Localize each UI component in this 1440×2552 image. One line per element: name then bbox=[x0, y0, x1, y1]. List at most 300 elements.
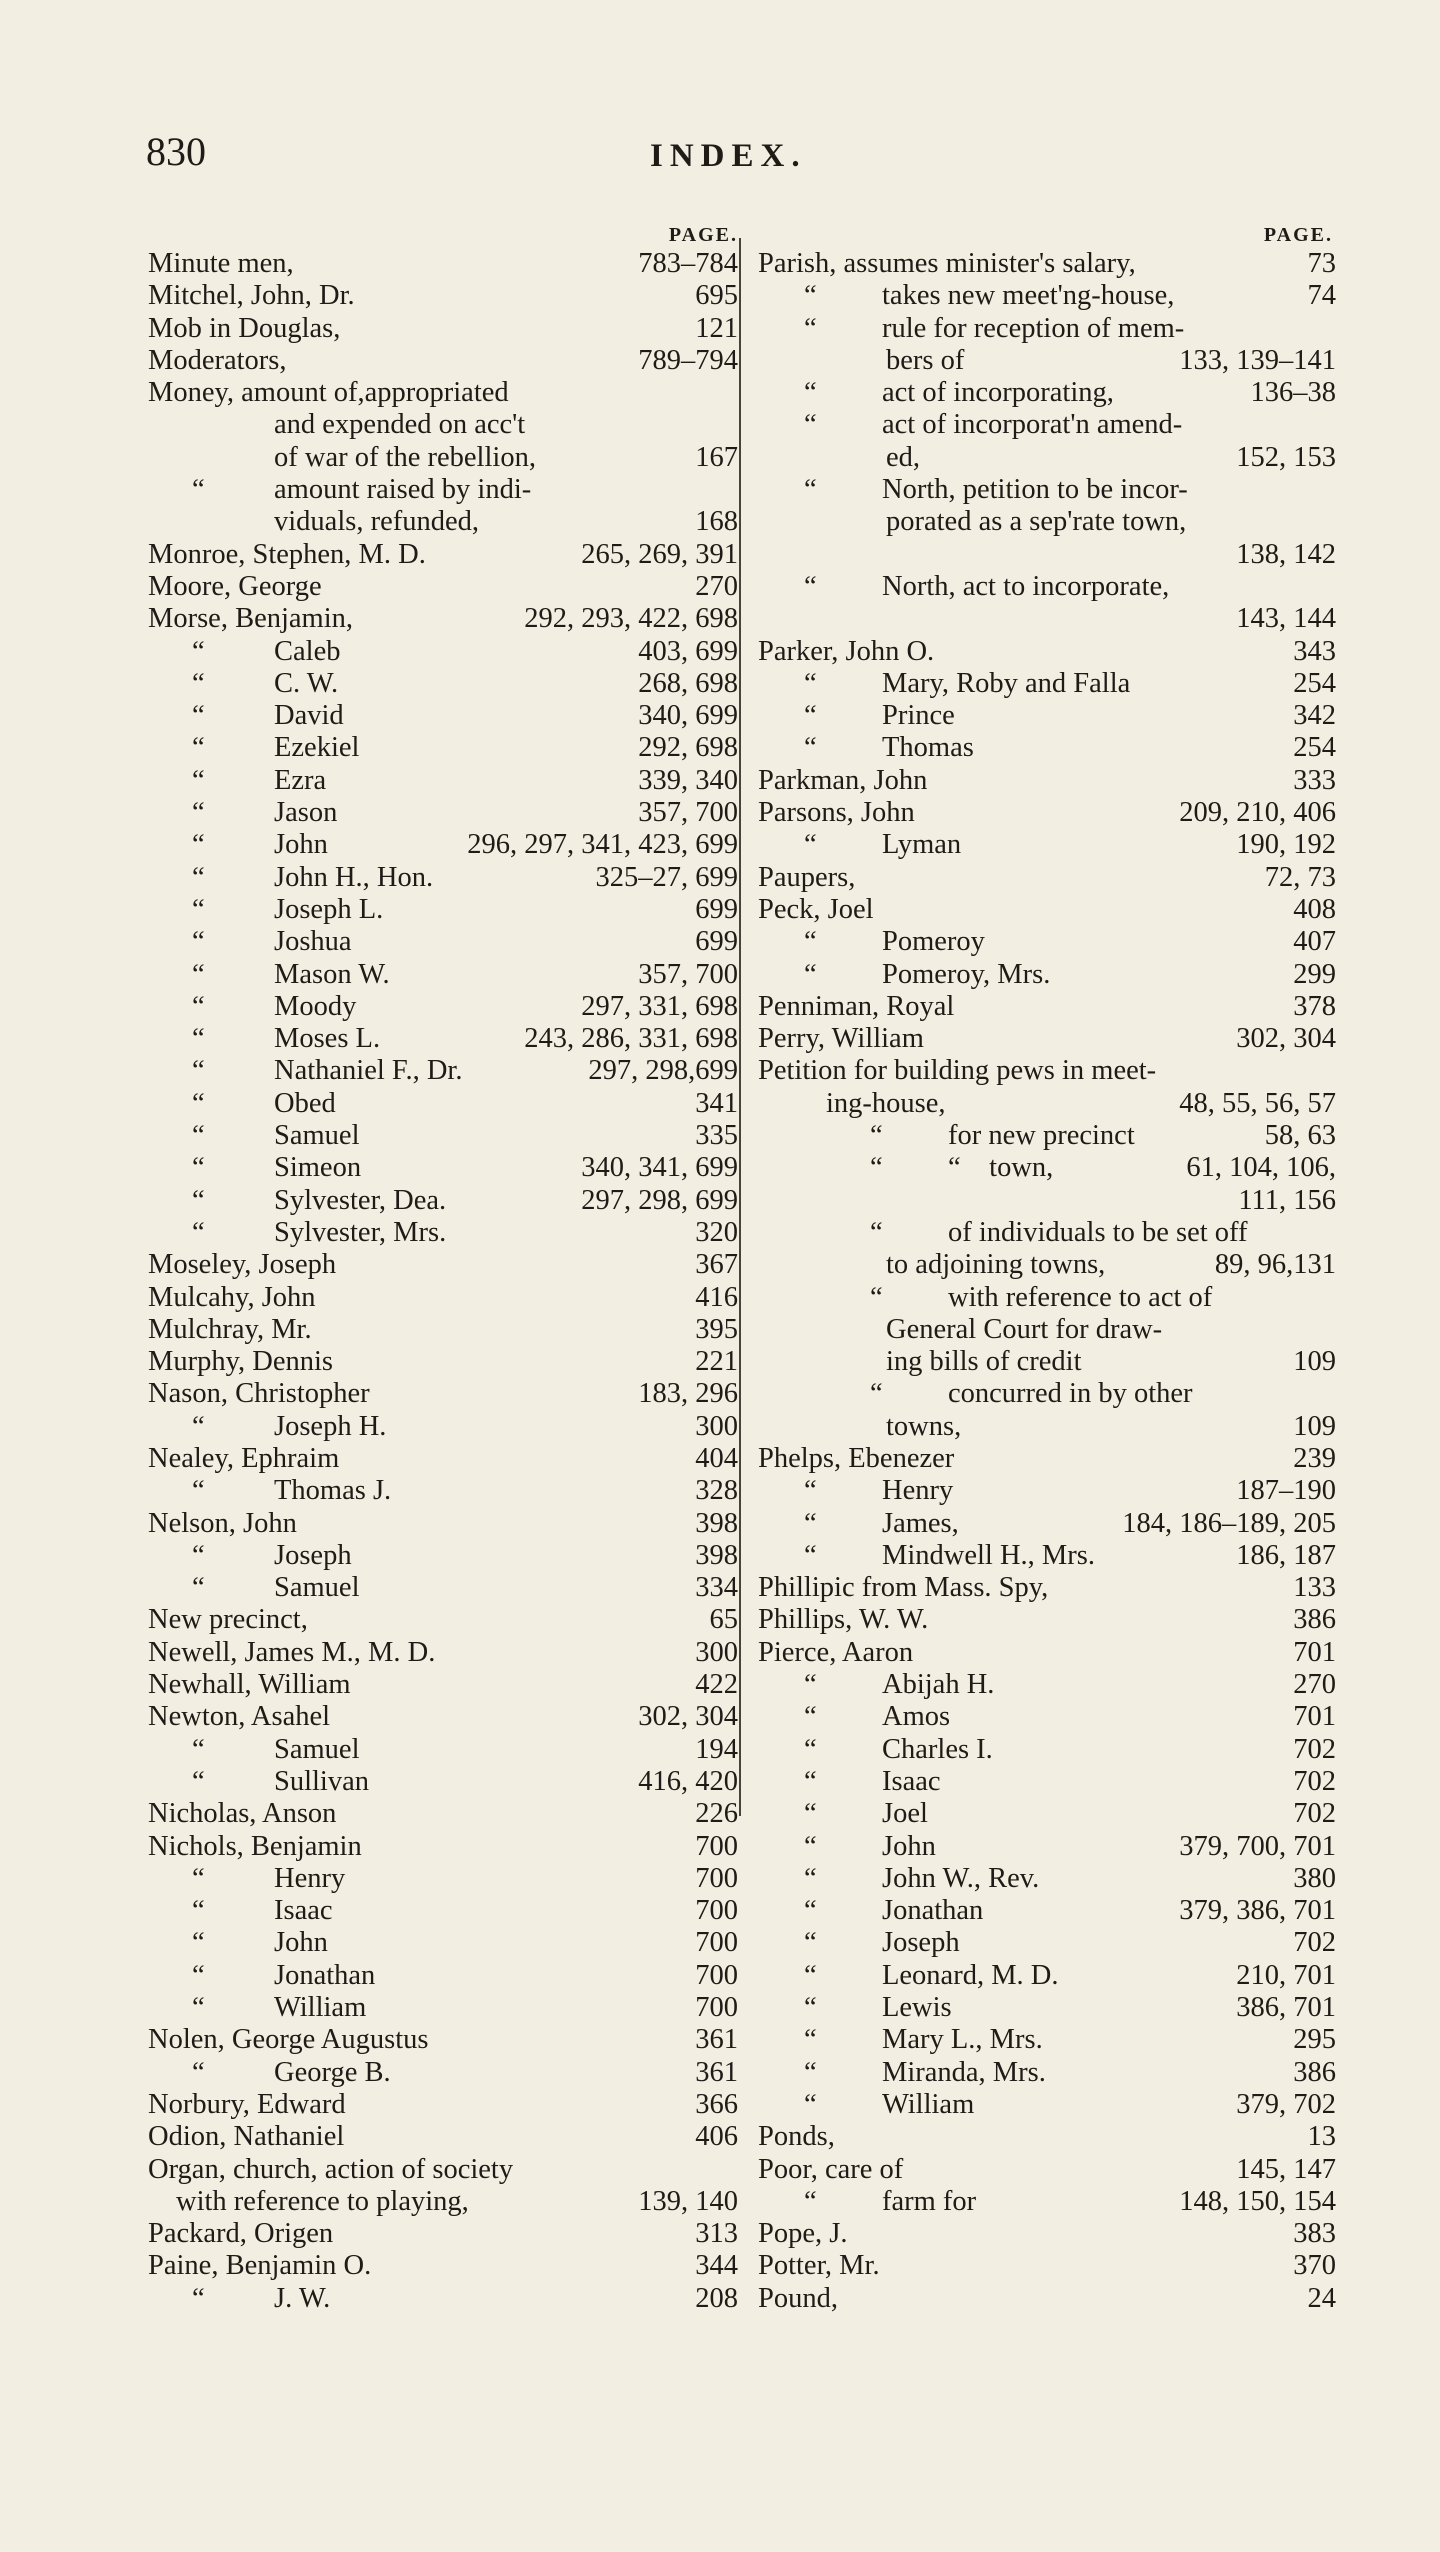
entry-heading: New precinct, bbox=[148, 1604, 308, 1636]
entry-heading: amount raised by indi- bbox=[274, 474, 532, 506]
index-entry bbox=[148, 1282, 738, 1314]
index-entry bbox=[758, 1249, 1336, 1281]
entry-pages: 139, 140 bbox=[638, 2185, 738, 2217]
entry-pages: 407 bbox=[1293, 926, 1336, 958]
index-entry bbox=[148, 506, 738, 538]
entry-text bbox=[758, 571, 1169, 603]
entry-text bbox=[148, 732, 359, 764]
entry-heading: Mitchel, John, Dr. bbox=[148, 280, 355, 312]
index-entry bbox=[148, 2057, 738, 2089]
entry-text bbox=[148, 1475, 391, 1507]
index-entry bbox=[148, 1701, 738, 1733]
index-entry bbox=[758, 1508, 1336, 1540]
entry-pages: 302, 304 bbox=[638, 1701, 738, 1733]
entry-heading: Newton, Asahel bbox=[148, 1701, 331, 1733]
entry-heading: Ezra bbox=[274, 764, 327, 796]
ditto-mark: “ bbox=[804, 1959, 817, 1991]
entry-pages: 386, 701 bbox=[1236, 1992, 1336, 2024]
entry-heading: David bbox=[274, 700, 344, 732]
entry-heading: John bbox=[882, 1830, 936, 1862]
entry-pages: 133, 139–141 bbox=[1179, 344, 1336, 376]
ditto-mark: “ bbox=[192, 474, 205, 506]
index-entry bbox=[148, 539, 738, 571]
index-entry bbox=[148, 1217, 738, 1249]
entry-pages: 111, 156 bbox=[1238, 1184, 1336, 1216]
entry-text bbox=[758, 1023, 924, 1055]
entry-heading: Odion, Nathaniel bbox=[148, 2121, 345, 2153]
entry-pages: 184, 186–189, 205 bbox=[1122, 1507, 1336, 1539]
entry-text bbox=[148, 1508, 297, 1540]
entry-heading: Norbury, Edward bbox=[148, 2088, 346, 2120]
entry-text bbox=[758, 1669, 994, 1701]
ditto-mark: “ bbox=[192, 861, 205, 893]
entry-text bbox=[148, 442, 536, 474]
entry-heading: Thomas bbox=[882, 732, 974, 764]
entry-text bbox=[758, 1249, 1105, 1281]
entry-text bbox=[758, 1766, 941, 1798]
entry-text bbox=[148, 2089, 346, 2121]
entry-text bbox=[758, 636, 934, 668]
entry-heading: Sylvester, Mrs. bbox=[274, 1216, 447, 1248]
index-entry bbox=[148, 1055, 738, 1087]
ditto-mark: “ bbox=[192, 797, 205, 829]
entry-pages: 73 bbox=[1307, 248, 1336, 279]
entry-pages: 320 bbox=[695, 1216, 738, 1248]
index-entry bbox=[148, 1314, 738, 1346]
index-entry bbox=[758, 1185, 1336, 1217]
entry-pages: 379, 700, 701 bbox=[1179, 1830, 1336, 1862]
entry-heading: Nichols, Benjamin bbox=[148, 1830, 362, 1862]
entry-text bbox=[148, 1055, 462, 1087]
index-entry bbox=[758, 636, 1336, 668]
entry-pages: 226 bbox=[695, 1798, 738, 1830]
entry-text bbox=[758, 894, 874, 926]
entry-pages: 313 bbox=[695, 2218, 738, 2250]
entry-pages: 209, 210, 406 bbox=[1179, 797, 1336, 829]
index-entry bbox=[758, 1314, 1336, 1346]
index-entry bbox=[758, 1895, 1336, 1927]
entry-heading: Murphy, Dennis bbox=[148, 1346, 333, 1378]
entry-heading: Parish, assumes minister's salary, bbox=[758, 248, 1136, 279]
entry-heading: Henry bbox=[274, 1862, 346, 1894]
entry-heading: porated as a sep'rate town, bbox=[886, 506, 1187, 538]
entry-heading: Sylvester, Dea. bbox=[274, 1184, 447, 1216]
entry-pages: 325–27, 699 bbox=[595, 861, 738, 893]
entry-heading: Nelson, John bbox=[148, 1507, 297, 1539]
entry-heading: Joseph bbox=[274, 1539, 352, 1571]
index-entry bbox=[758, 2057, 1336, 2089]
ditto-mark: “ bbox=[804, 474, 817, 506]
index-entry bbox=[758, 1992, 1336, 2024]
index-entry bbox=[148, 959, 738, 991]
index-entry bbox=[148, 2154, 738, 2186]
entry-pages: 148, 150, 154 bbox=[1179, 2185, 1336, 2217]
entry-pages: 334 bbox=[695, 1572, 738, 1604]
index-entry bbox=[148, 1572, 738, 1604]
entry-pages: 379, 386, 701 bbox=[1179, 1895, 1336, 1927]
entry-heading: ing-house, bbox=[826, 1087, 946, 1119]
index-entry bbox=[148, 313, 738, 345]
index-entry bbox=[758, 1088, 1336, 1120]
entry-pages: 700 bbox=[695, 1992, 738, 2024]
entry-pages: 701 bbox=[1293, 1701, 1336, 1733]
ditto-mark: “ bbox=[192, 958, 205, 990]
entry-heading: Caleb bbox=[274, 635, 341, 667]
entry-heading: Paine, Benjamin O. bbox=[148, 2250, 372, 2282]
index-entry bbox=[758, 1604, 1336, 1636]
entry-pages: 395 bbox=[695, 1313, 738, 1345]
entry-text bbox=[758, 377, 1114, 409]
entry-text bbox=[148, 1088, 336, 1120]
entry-pages: 398 bbox=[695, 1539, 738, 1571]
entry-text bbox=[148, 2250, 371, 2282]
entry-pages: 416, 420 bbox=[638, 1765, 738, 1797]
index-entry bbox=[758, 2186, 1336, 2218]
entry-heading: Pierce, Aaron bbox=[758, 1636, 914, 1668]
index-entry bbox=[148, 1508, 738, 1540]
index-entry bbox=[758, 571, 1336, 603]
ditto-mark: “ bbox=[192, 893, 205, 925]
entry-heading: Moore, George bbox=[148, 570, 322, 602]
entry-text bbox=[758, 2024, 1043, 2056]
entry-pages: 370 bbox=[1293, 2250, 1336, 2282]
entry-heading: Jason bbox=[274, 797, 338, 829]
entry-text bbox=[148, 636, 340, 668]
index-entry bbox=[758, 539, 1336, 571]
ditto-mark: “ bbox=[804, 1765, 817, 1797]
entry-text bbox=[758, 1831, 936, 1863]
entry-text bbox=[148, 1669, 351, 1701]
entry-text bbox=[148, 862, 433, 894]
entry-text bbox=[758, 2218, 847, 2250]
entry-heading: Leonard, M. D. bbox=[882, 1959, 1059, 1991]
ditto-mark: “ bbox=[192, 1055, 205, 1087]
index-entry bbox=[148, 1637, 738, 1669]
ditto-mark: “ bbox=[192, 1959, 205, 1991]
index-entry bbox=[758, 2024, 1336, 2056]
entry-pages: 292, 698 bbox=[638, 732, 738, 764]
index-entry bbox=[148, 732, 738, 764]
index-entry bbox=[758, 1152, 1336, 1184]
index-entry bbox=[148, 1798, 738, 1830]
entry-text bbox=[758, 1508, 959, 1540]
entry-pages: 296, 297, 341, 423, 699 bbox=[467, 829, 738, 861]
entry-pages: 210, 701 bbox=[1236, 1959, 1336, 1991]
entry-heading: Abijah H. bbox=[882, 1669, 995, 1701]
entry-heading: Miranda, Mrs. bbox=[882, 2056, 1046, 2088]
entry-heading: John W., Rev. bbox=[882, 1862, 1040, 1894]
index-entry bbox=[758, 894, 1336, 926]
index-entry bbox=[758, 248, 1336, 280]
index-entry bbox=[148, 1604, 738, 1636]
entry-text bbox=[148, 539, 426, 571]
entry-text bbox=[148, 1152, 361, 1184]
ditto-mark: “ bbox=[804, 1830, 817, 1862]
index-entry bbox=[758, 700, 1336, 732]
index-entry bbox=[758, 1960, 1336, 1992]
entry-heading: George B. bbox=[274, 2056, 391, 2088]
entry-pages: 342 bbox=[1293, 700, 1336, 732]
ditto-mark: “ bbox=[804, 2088, 817, 2120]
entry-pages: 208 bbox=[695, 2282, 738, 2314]
entry-heading: “ town, bbox=[948, 1152, 1054, 1184]
entry-text bbox=[148, 991, 356, 1023]
index-entry bbox=[758, 442, 1336, 474]
entry-pages: 292, 293, 422, 698 bbox=[524, 603, 738, 635]
entry-heading: Henry bbox=[882, 1475, 954, 1507]
entry-heading: Nolen, George Augustus bbox=[148, 2024, 429, 2056]
ditto-mark: “ bbox=[192, 1765, 205, 1797]
entry-heading: Pomeroy bbox=[882, 926, 985, 958]
entry-heading: Phillipic from Mass. Spy, bbox=[758, 1572, 1049, 1604]
entry-heading: North, act to incorporate, bbox=[882, 570, 1170, 602]
entry-heading: Isaac bbox=[274, 1895, 333, 1927]
entry-pages: 295 bbox=[1293, 2024, 1336, 2056]
entry-pages: 221 bbox=[695, 1346, 738, 1378]
entry-pages: 168 bbox=[695, 506, 738, 538]
index-entry bbox=[758, 2154, 1336, 2186]
ditto-mark: “ bbox=[192, 1895, 205, 1927]
entry-text bbox=[758, 313, 1184, 345]
entry-pages: 297, 298,699 bbox=[588, 1055, 738, 1087]
entry-text bbox=[148, 1992, 366, 2024]
entry-text bbox=[758, 1604, 928, 1636]
index-entries-right bbox=[758, 248, 1336, 2315]
index-entry bbox=[148, 2089, 738, 2121]
ditto-mark: “ bbox=[192, 1927, 205, 1959]
page-number: 830 bbox=[146, 129, 206, 174]
entry-pages: 186, 187 bbox=[1236, 1539, 1336, 1571]
ditto-mark: “ bbox=[804, 1798, 817, 1830]
entry-text bbox=[148, 409, 525, 441]
entry-pages: 302, 304 bbox=[1236, 1023, 1336, 1055]
ditto-mark: “ bbox=[804, 926, 817, 958]
entry-pages: 194 bbox=[695, 1733, 738, 1765]
entry-heading: ed, bbox=[886, 441, 921, 473]
ditto-mark: “ bbox=[804, 280, 817, 312]
index-entry bbox=[148, 1960, 738, 1992]
entry-heading: Packard, Origen bbox=[148, 2218, 334, 2250]
entry-heading: C. W. bbox=[274, 667, 339, 699]
index-entry bbox=[758, 1734, 1336, 1766]
entry-heading: Pope, J. bbox=[758, 2218, 848, 2250]
entry-heading: of war of the rebellion, bbox=[274, 441, 536, 473]
entry-text bbox=[148, 506, 479, 538]
index-entry bbox=[758, 1378, 1336, 1410]
entry-heading: viduals, refunded, bbox=[274, 506, 479, 538]
index-entry bbox=[758, 668, 1336, 700]
index-entry bbox=[758, 1055, 1336, 1087]
index-entries-left bbox=[148, 248, 738, 2315]
ditto-mark: “ bbox=[192, 926, 205, 958]
ditto-mark: “ bbox=[804, 958, 817, 990]
entry-text bbox=[758, 1572, 1048, 1604]
entry-text bbox=[758, 797, 915, 829]
entry-heading: Nathaniel F., Dr. bbox=[274, 1055, 463, 1087]
entry-heading: Isaac bbox=[882, 1765, 941, 1797]
index-entry bbox=[758, 1282, 1336, 1314]
entry-pages: 366 bbox=[695, 2088, 738, 2120]
entry-text bbox=[148, 1411, 386, 1443]
ditto-mark: “ bbox=[192, 635, 205, 667]
entry-heading: Nealey, Ephraim bbox=[148, 1442, 340, 1474]
running-head: INDEX. bbox=[650, 138, 807, 174]
index-entry bbox=[758, 313, 1336, 345]
entry-pages: 143, 144 bbox=[1236, 603, 1336, 635]
index-entry bbox=[758, 862, 1336, 894]
entry-pages: 403, 699 bbox=[638, 635, 738, 667]
entry-pages: 24 bbox=[1307, 2282, 1336, 2314]
entry-pages: 699 bbox=[695, 893, 738, 925]
entry-heading: Thomas J. bbox=[274, 1475, 392, 1507]
entry-pages: 265, 269, 391 bbox=[581, 538, 738, 570]
entry-text bbox=[758, 1863, 1039, 1895]
entry-heading: John bbox=[274, 1927, 328, 1959]
ditto-mark: “ bbox=[804, 2056, 817, 2088]
index-entry bbox=[758, 1798, 1336, 1830]
entry-text bbox=[758, 1798, 928, 1830]
entry-heading: farm for bbox=[882, 2185, 977, 2217]
entry-text bbox=[148, 1249, 336, 1281]
entry-text bbox=[148, 1346, 333, 1378]
entry-text bbox=[758, 1314, 1162, 1346]
index-column-left bbox=[148, 222, 738, 2315]
entry-pages: 335 bbox=[695, 1120, 738, 1152]
index-entry bbox=[758, 1637, 1336, 1669]
entry-text bbox=[758, 926, 985, 958]
entry-text bbox=[758, 442, 920, 474]
entry-pages: 783–784 bbox=[638, 248, 738, 279]
entry-text bbox=[148, 603, 353, 635]
entry-pages: 270 bbox=[1293, 1669, 1336, 1701]
index-entry bbox=[758, 603, 1336, 635]
entry-text bbox=[148, 2218, 333, 2250]
page-label-left: PAGE. bbox=[668, 224, 738, 246]
index-entry bbox=[148, 1831, 738, 1863]
entry-heading: Peck, Joel bbox=[758, 893, 874, 925]
entry-pages: 239 bbox=[1293, 1442, 1336, 1474]
entry-heading: for new precinct bbox=[948, 1120, 1135, 1152]
entry-heading: Joseph H. bbox=[274, 1410, 387, 1442]
index-entry bbox=[148, 248, 738, 280]
ditto-mark: “ bbox=[192, 1410, 205, 1442]
entry-pages: 187–190 bbox=[1236, 1475, 1336, 1507]
entry-text bbox=[758, 829, 961, 861]
entry-heading: Mindwell H., Mrs. bbox=[882, 1539, 1095, 1571]
index-entry bbox=[758, 474, 1336, 506]
entry-pages: 297, 331, 698 bbox=[581, 990, 738, 1022]
ditto-mark: “ bbox=[804, 1507, 817, 1539]
entry-pages: 700 bbox=[695, 1830, 738, 1862]
entry-text bbox=[148, 894, 383, 926]
entry-pages: 361 bbox=[695, 2056, 738, 2088]
index-entry bbox=[758, 1572, 1336, 1604]
entry-heading: Parker, John O. bbox=[758, 635, 935, 667]
entry-text bbox=[758, 280, 1174, 312]
entry-heading: Paupers, bbox=[758, 861, 856, 893]
index-entry bbox=[148, 1120, 738, 1152]
entry-heading: Newhall, William bbox=[148, 1669, 351, 1701]
entry-text bbox=[148, 2283, 330, 2315]
entry-text bbox=[758, 1120, 1135, 1152]
index-entry bbox=[148, 442, 738, 474]
entry-text bbox=[758, 1055, 1156, 1087]
entry-text bbox=[758, 2186, 976, 2218]
entry-text bbox=[148, 1443, 339, 1475]
entry-pages: 702 bbox=[1293, 1798, 1336, 1830]
index-entry bbox=[758, 2250, 1336, 2282]
index-entry bbox=[148, 2121, 738, 2153]
entry-heading: rule for reception of mem- bbox=[882, 312, 1185, 344]
index-entry bbox=[148, 1088, 738, 1120]
ditto-mark: “ bbox=[804, 1539, 817, 1571]
entry-heading: Pomeroy, Mrs. bbox=[882, 958, 1051, 990]
entry-text bbox=[758, 1152, 1053, 1184]
entry-text bbox=[758, 1378, 1193, 1410]
entry-heading: Potter, Mr. bbox=[758, 2250, 880, 2282]
entry-heading: Samuel bbox=[274, 1120, 360, 1152]
index-entry bbox=[148, 603, 738, 635]
entry-pages: 343 bbox=[1293, 635, 1336, 667]
index-entry bbox=[758, 1766, 1336, 1798]
index-entry bbox=[758, 1217, 1336, 1249]
entry-text bbox=[758, 248, 1136, 280]
index-entry bbox=[758, 2121, 1336, 2153]
entry-heading: James, bbox=[882, 1507, 959, 1539]
entry-pages: 408 bbox=[1293, 893, 1336, 925]
entry-heading: Samuel bbox=[274, 1572, 360, 1604]
entry-heading: ing bills of credit bbox=[886, 1346, 1082, 1378]
entry-text bbox=[148, 1604, 308, 1636]
ditto-mark: “ bbox=[192, 700, 205, 732]
index-entry bbox=[148, 2283, 738, 2315]
index-entry bbox=[758, 732, 1336, 764]
entry-text bbox=[758, 959, 1050, 991]
entry-text bbox=[758, 1088, 946, 1120]
entry-heading: act of incorporating, bbox=[882, 377, 1114, 409]
entry-text bbox=[758, 2089, 974, 2121]
entry-pages: 789–794 bbox=[638, 344, 738, 376]
entry-heading: Sullivan bbox=[274, 1765, 370, 1797]
entry-heading: Nicholas, Anson bbox=[148, 1798, 337, 1830]
entry-heading: Joseph L. bbox=[274, 893, 384, 925]
ditto-mark: “ bbox=[192, 667, 205, 699]
entry-text bbox=[148, 700, 344, 732]
entry-pages: 136–38 bbox=[1250, 377, 1336, 409]
entry-pages: 89, 96,131 bbox=[1214, 1249, 1336, 1281]
index-entry bbox=[148, 1895, 738, 1927]
index-entry bbox=[758, 797, 1336, 829]
entry-heading: towns, bbox=[886, 1410, 962, 1442]
index-entry bbox=[148, 894, 738, 926]
entry-text bbox=[758, 1443, 954, 1475]
entry-heading: General Court for draw- bbox=[886, 1313, 1163, 1345]
entry-text bbox=[758, 2121, 835, 2153]
entry-text bbox=[758, 1927, 960, 1959]
entry-heading: Moderators, bbox=[148, 344, 287, 376]
entry-pages: 152, 153 bbox=[1236, 441, 1336, 473]
index-entry bbox=[758, 1120, 1336, 1152]
page-label-right: PAGE. bbox=[1263, 224, 1333, 246]
index-entry bbox=[148, 1540, 738, 1572]
entry-heading: Moses L. bbox=[274, 1023, 381, 1055]
entry-pages: 695 bbox=[695, 280, 738, 312]
entry-text bbox=[758, 1217, 1247, 1249]
entry-heading: Ezekiel bbox=[274, 732, 360, 764]
entry-text bbox=[758, 474, 1188, 506]
entry-heading: Morse, Benjamin, bbox=[148, 603, 354, 635]
entry-pages: 270 bbox=[695, 570, 738, 602]
